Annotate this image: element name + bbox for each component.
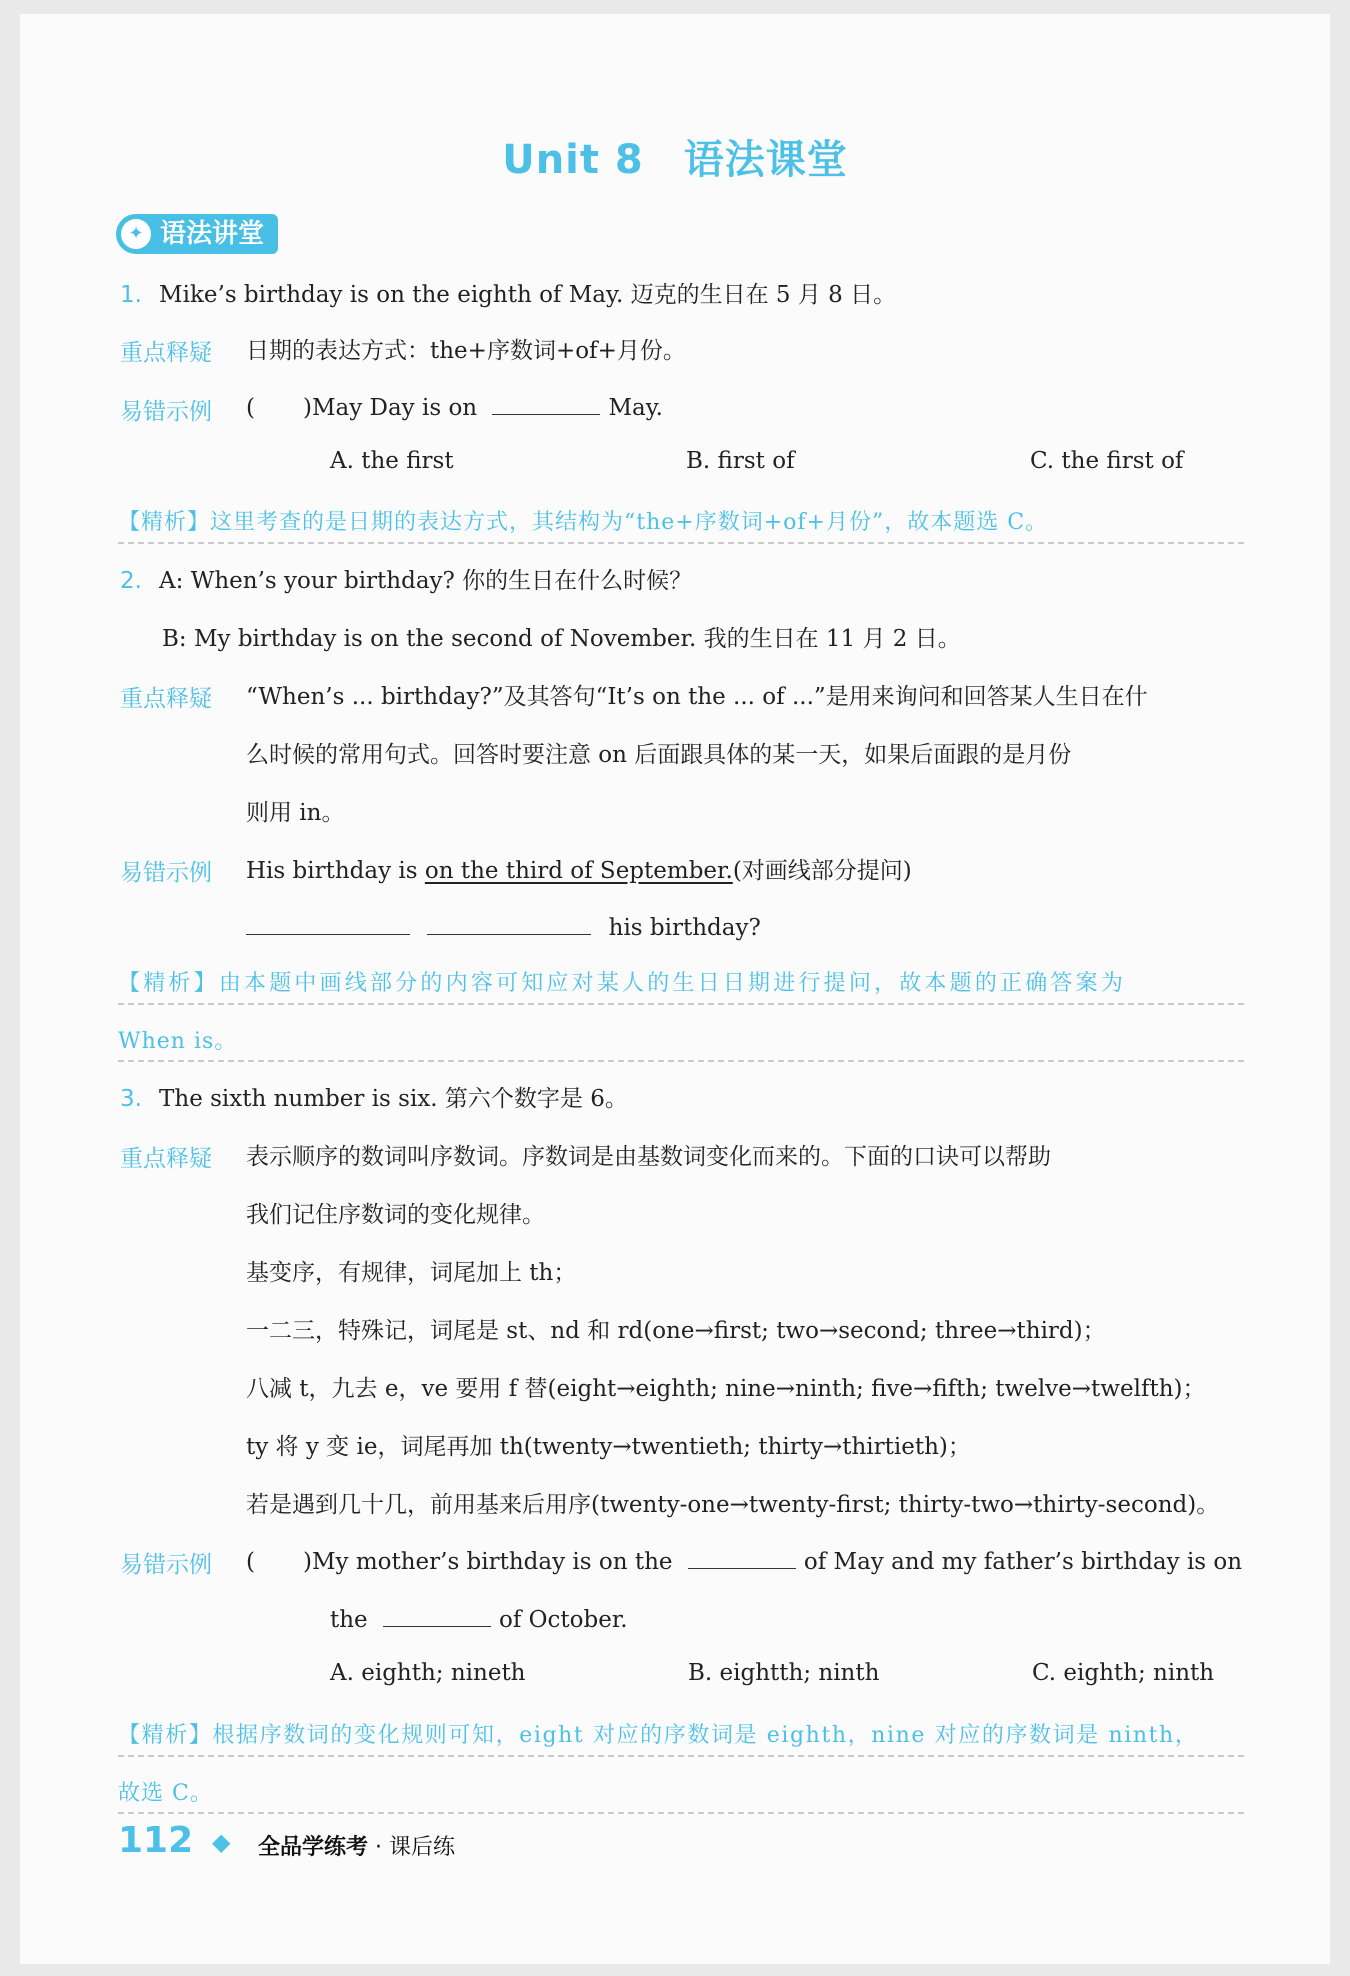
section2-key-line: 么时候的常用句式。回答时要注意 on 后面跟具体的某一天，如果后面跟的是月份 bbox=[246, 742, 1072, 768]
section3-question: ( )My mother’s birthday is on the of May and my father’s birthday is on bbox=[246, 1544, 1242, 1575]
title-label: 语法课堂 bbox=[683, 137, 848, 183]
mistake-label: 易错示例 bbox=[120, 860, 212, 886]
section2-line-b: B: My birthday is on the second of November. 我的生日在 11 月 2 日。 bbox=[162, 626, 961, 652]
option-b: B. first of bbox=[686, 448, 795, 474]
key-label: 重点释疑 bbox=[120, 1146, 212, 1172]
section3-sentence: 3. The sixth number is six. 第六个数字是 6。 bbox=[120, 1086, 628, 1112]
section3-key-line: 八减 t，九去 e，ve 要用 f 替(eight→eighth; nine→ninth; five→fifth; twelve→twelfth)； bbox=[246, 1376, 1206, 1402]
page-title bbox=[0, 128, 1350, 185]
section2-key-line: “When’s ... birthday?”及其答句“It’s on the ... of ...”是用来询问和回答某人生日在什 bbox=[246, 684, 1148, 710]
option-a: A. the first bbox=[330, 448, 454, 474]
answer-blank bbox=[688, 1544, 796, 1569]
key-label: 重点释疑 bbox=[120, 686, 212, 712]
section2-number: 2. bbox=[120, 568, 142, 594]
section1-text: Mike’s birthday is on the eighth of May. 迈克的生日在 5 月 8 日。 bbox=[159, 282, 897, 308]
section3-key-line: 基变序，有规律，词尾加上 th； bbox=[246, 1260, 577, 1286]
lightbulb-icon: ✦ bbox=[121, 219, 151, 249]
unit-label: Unit 8 bbox=[502, 137, 644, 183]
section2-analysis-cont: When is。 bbox=[118, 1029, 238, 1054]
banner-label: 语法讲堂 bbox=[160, 219, 265, 249]
diamond-icon: ◆ bbox=[212, 1828, 231, 1856]
answer-blank bbox=[492, 390, 600, 415]
section3-number: 3. bbox=[120, 1086, 142, 1112]
mistake-label: 易错示例 bbox=[120, 1552, 212, 1578]
section1-analysis: 【精析】这里考查的是日期的表达方式，其结构为“the+序数词+of+月份”，故本题选 C。 bbox=[118, 510, 1049, 535]
answer-blank bbox=[246, 910, 410, 935]
option-c: C. the first of bbox=[1030, 448, 1184, 474]
section3-question-cont: the of October. bbox=[330, 1602, 628, 1633]
section3-key-line: 若是遇到几十几，前用基来后用序(twenty-one→twenty-first; thirty-two→thirty-second)。 bbox=[246, 1492, 1220, 1518]
section3-key-line: 表示顺序的数词叫序数词。序数词是由基数词变化而来的。下面的口诀可以帮助 bbox=[246, 1144, 1051, 1170]
section3-key-line: ty 将 y 变 ie，词尾再加 th(twenty→twentieth; thirty→thirtieth)； bbox=[246, 1434, 971, 1460]
underlined-phrase: on the third of September. bbox=[424, 858, 733, 884]
section2-answer-line: his birthday? bbox=[246, 910, 761, 941]
option-b: B. eightth; ninth bbox=[688, 1660, 880, 1686]
section-banner bbox=[116, 214, 278, 254]
footer-brand: 全品学练考 · 课后练 bbox=[258, 1835, 456, 1860]
section1-sentence bbox=[120, 276, 896, 309]
section2-line-a: 2. A: When’s your birthday? 你的生日在什么时候？ bbox=[120, 568, 693, 594]
section2-question: His birthday is on the third of September.(对画线部分提问) bbox=[246, 858, 912, 884]
option-a: A. eighth; nineth bbox=[330, 1660, 526, 1686]
option-c: C. eighth; ninth bbox=[1032, 1660, 1215, 1686]
section1-number: 1. bbox=[120, 282, 142, 308]
section3-analysis: 【精析】根据序数词的变化规则可知，eight 对应的序数词是 eighth，nine 对应的序数词是 ninth， bbox=[118, 1723, 1199, 1748]
section2-analysis: 【精析】由本题中画线部分的内容可知应对某人的生日日期进行提问，故本题的正确答案为 bbox=[118, 971, 1127, 996]
mistake-label: 易错示例 bbox=[120, 399, 212, 425]
section3-key-line: 我们记住序数词的变化规律。 bbox=[246, 1202, 545, 1228]
divider bbox=[118, 542, 1244, 544]
divider bbox=[118, 1003, 1244, 1005]
divider bbox=[118, 1060, 1244, 1062]
divider bbox=[118, 1812, 1244, 1814]
section2-key-line: 则用 in。 bbox=[246, 800, 345, 826]
answer-blank bbox=[427, 910, 591, 935]
section3-key-line: 一二三，特殊记，词尾是 st、nd 和 rd(one→first; two→second; three→third)； bbox=[246, 1318, 1106, 1344]
answer-blank bbox=[383, 1602, 491, 1627]
section1-key-text: 日期的表达方式：the+序数词+of+月份。 bbox=[246, 338, 686, 364]
page-number: 112 bbox=[118, 1820, 194, 1861]
section3-analysis-cont: 故选 C。 bbox=[118, 1781, 213, 1806]
section1-question: ( )May Day is on May. bbox=[246, 390, 663, 421]
key-label: 重点释疑 bbox=[120, 340, 212, 366]
divider bbox=[118, 1755, 1244, 1757]
